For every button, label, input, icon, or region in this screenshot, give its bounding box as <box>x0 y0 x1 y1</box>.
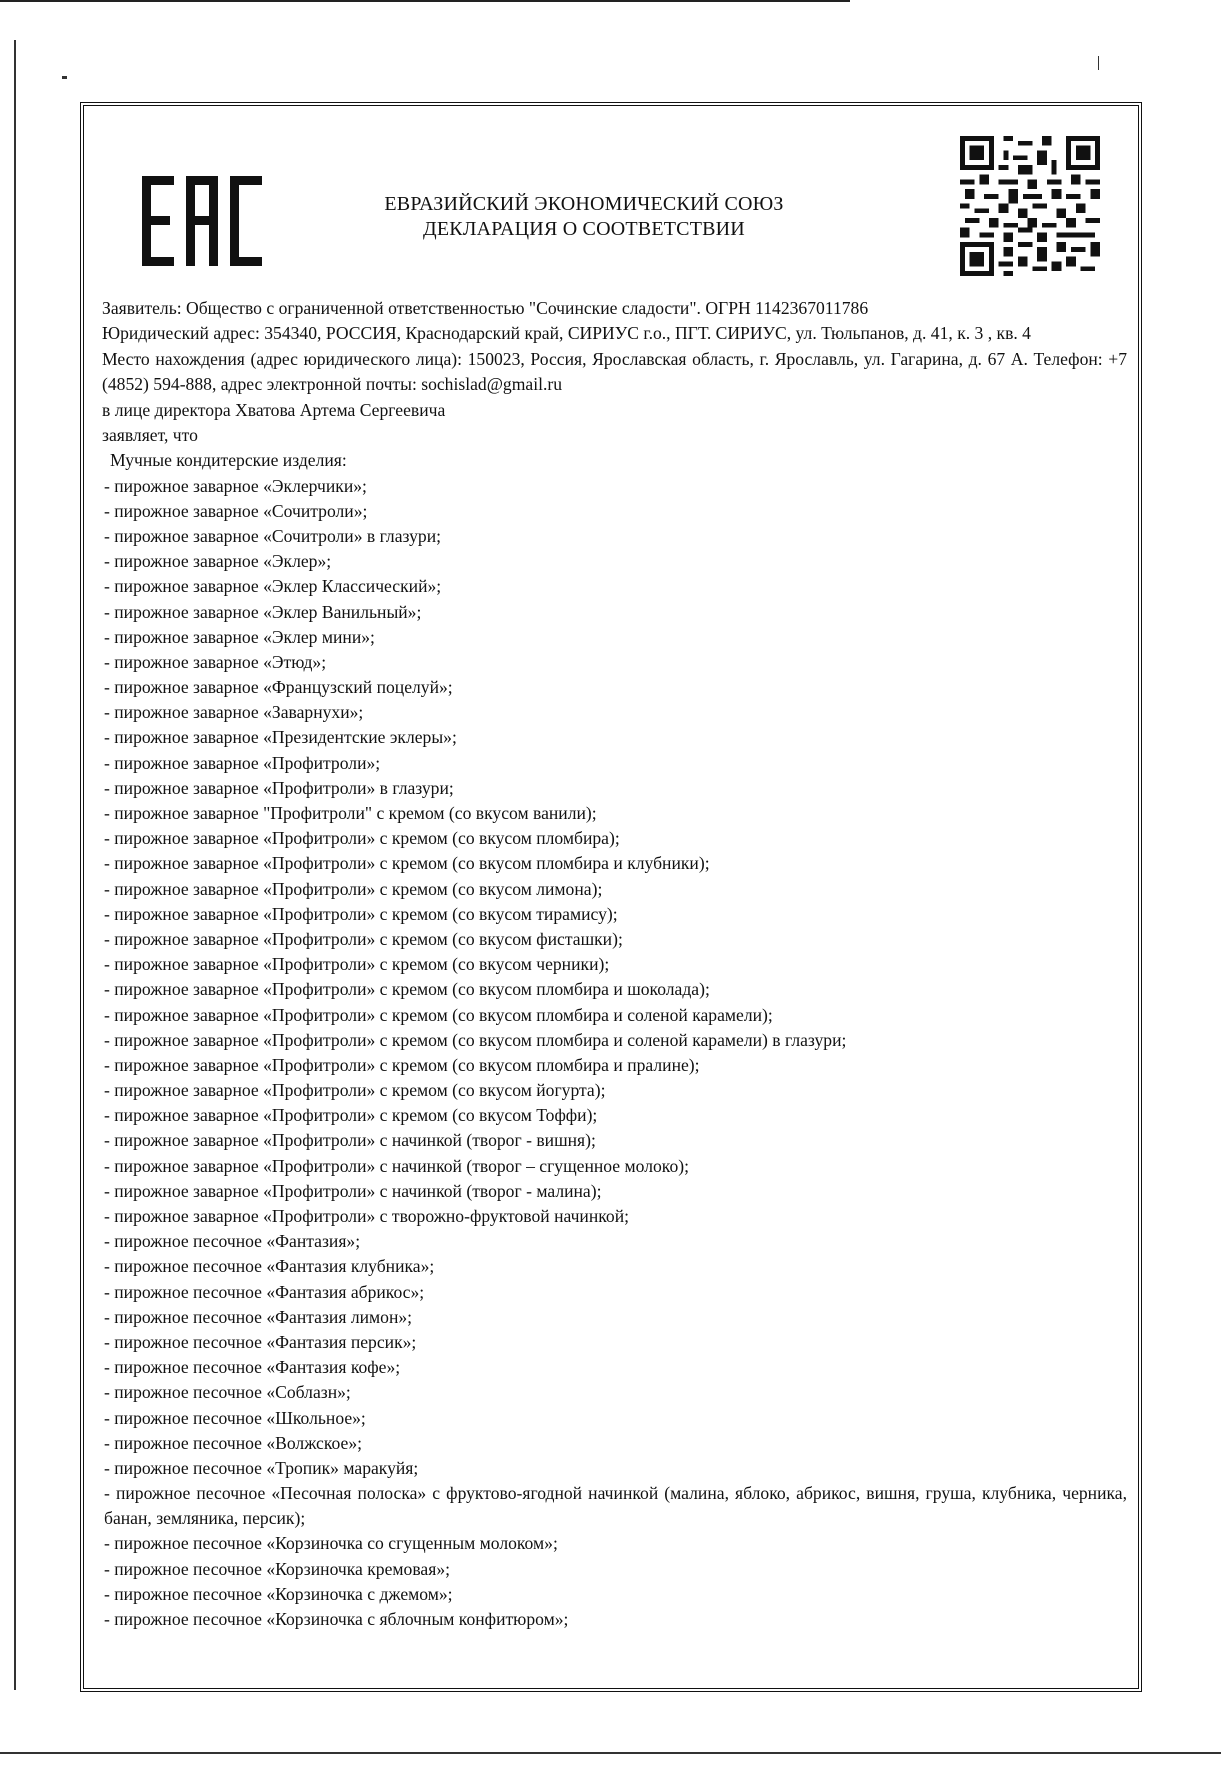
document-header <box>254 192 914 242</box>
product-item: - пирожное песочное «Соблазн»; <box>104 1382 351 1403</box>
scan-edge-top <box>0 0 850 2</box>
product-item: - пирожное песочное «Школьное»; <box>104 1407 366 1428</box>
product-item: - пирожное заварное «Профитроли» с начинкой (творог – сгущенное молоко); <box>104 1155 689 1176</box>
product-item: - пирожное песочное «Корзиночка со сгущенным молоком»; <box>104 1533 558 1554</box>
product-item: - пирожное заварное «Этюд»; <box>104 651 327 672</box>
product-item: - пирожное заварное «Эклерчики»; <box>104 475 367 496</box>
product-item: - пирожное заварное «Президентские эклеры»; <box>104 727 457 748</box>
declaration-body <box>102 296 1127 1632</box>
product-item: - пирожное заварное «Профитроли» с кремом (со вкусом фисташки); <box>104 928 623 949</box>
product-item: - пирожное заварное «Профитроли» с начинкой (творог - малина); <box>104 1180 602 1201</box>
product-item: - пирожное песочное «Фантазия»; <box>104 1231 361 1252</box>
product-item: - пирожное заварное «Профитроли» с кремом (со вкусом черники); <box>104 954 610 975</box>
product-item: - пирожное заварное «Профитроли»; <box>104 752 381 773</box>
product-item: - пирожное песочное «Фантазия клубника»; <box>104 1256 435 1277</box>
product-item: - пирожное заварное «Профитроли» с кремом (со вкусом пломбира и соленой карамели); <box>104 1004 773 1025</box>
product-item: - пирожное песочное «Фантазия персик»; <box>104 1331 417 1352</box>
product-item: - пирожное песочное «Фантазия лимон»; <box>104 1306 413 1327</box>
product-item: - пирожное заварное "Профитроли" с кремом (со вкусом ванили); <box>104 803 597 824</box>
scan-speck <box>1098 56 1099 70</box>
product-item: - пирожное заварное «Профитроли» с кремом (со вкусом пломбира и шоколада); <box>104 979 710 1000</box>
declares-text: заявляет, что <box>102 425 198 445</box>
product-item: - пирожное заварное «Эклер мини»; <box>104 626 375 647</box>
product-item: - пирожное заварное «Французский поцелуй»; <box>104 677 453 698</box>
product-item: - пирожное песочное «Фантазия абрикос»; <box>104 1281 425 1302</box>
represented-by: в лице директора Хватова Артема Сергеевича <box>102 399 446 420</box>
product-item: - пирожное заварное «Эклер Ванильный»; <box>104 601 422 622</box>
product-category: Мучные кондитерские изделия: <box>110 450 347 471</box>
header-title-declaration: ДЕКЛАРАЦИЯ О СООТВЕТСТВИИ <box>423 218 745 240</box>
product-item: - пирожное песочное «Песочная полоска» с фруктово-ягодной начинкой (малина, яблоко, абрикос, вишня, груша, клубника, черника, банан, земляника, персик); <box>104 1483 1127 1529</box>
product-item: - пирожное заварное «Профитроли» с кремом (со вкусом пломбира и пралине); <box>104 1054 700 1075</box>
product-item: - пирожное заварное «Эклер Классический»; <box>104 576 442 597</box>
product-item: - пирожное песочное «Корзиночка с яблочным конфитюром»; <box>104 1609 569 1630</box>
declaration-frame <box>80 102 1142 1692</box>
product-item: - пирожное заварное «Профитроли» с творожно-фруктовой начинкой; <box>104 1206 630 1227</box>
product-item: - пирожное заварное «Профитроли» с начинкой (творог - вишня); <box>104 1130 596 1151</box>
eac-logo-icon <box>142 176 262 266</box>
product-item: - пирожное заварное «Профитроли» с кремом (со вкусом пломбира и клубники); <box>104 853 710 874</box>
header-title-union: ЕВРАЗИЙСКИЙ ЭКОНОМИЧЕСКИЙ СОЮЗ <box>384 193 784 215</box>
product-item: - пирожное заварное «Профитроли» с кремом (со вкусом Тоффи); <box>104 1105 598 1126</box>
applicant-line: Заявитель: Общество с ограниченной ответственностью "Сочинские сладости". ОГРН 1142367011786 <box>102 298 869 318</box>
location-address: Место нахождения (адрес юридического лица): 150023, Россия, Ярославская область, г. Ярославль, ул. Гагарина, д. 67 А. Телефон: +7 (4852) 594-888, адрес электронной почты: sochislad@gmail.ru <box>102 348 1127 395</box>
qr-code-icon <box>960 136 1100 276</box>
legal-address: Юридический адрес: 354340, РОССИЯ, Краснодарский край, СИРИУС г.о., ПГТ. СИРИУС, ул. Тюльпанов, д. 41, к. 3 , кв. 4 <box>102 323 1031 344</box>
product-item: - пирожное заварное «Профитроли» в глазури; <box>104 777 454 798</box>
product-item: - пирожное песочное «Фантазия кофе»; <box>104 1357 401 1378</box>
product-item: - пирожное заварное «Заварнухи»; <box>104 702 364 723</box>
product-item: - пирожное заварное «Профитроли» с кремом (со вкусом лимона); <box>104 878 603 899</box>
product-item: - пирожное заварное «Профитроли» с кремом (со вкусом пломбира); <box>104 828 620 849</box>
product-item: - пирожное заварное «Сочитроли»; <box>104 500 368 521</box>
product-item: - пирожное заварное «Профитроли» с кремом (со вкусом йогурта); <box>104 1080 606 1101</box>
product-item: - пирожное заварное «Сочитроли» в глазури; <box>104 525 441 546</box>
product-item: - пирожное песочное «Тропик» маракуйя; <box>104 1457 419 1478</box>
scan-edge-bottom <box>0 1752 1221 1754</box>
scan-speck <box>62 76 67 79</box>
product-item: - пирожное песочное «Корзиночка кремовая»; <box>104 1558 450 1579</box>
product-item: - пирожное заварное «Профитроли» с кремом (со вкусом тирамису); <box>104 903 618 924</box>
product-list <box>104 448 1127 1632</box>
scan-edge-left <box>14 40 16 1690</box>
product-item: - пирожное заварное «Эклер»; <box>104 551 332 572</box>
product-item: - пирожное заварное «Профитроли» с кремом (со вкусом пломбира и соленой карамели) в глазури; <box>104 1029 847 1050</box>
product-item: - пирожное песочное «Волжское»; <box>104 1432 363 1453</box>
product-item: - пирожное песочное «Корзиночка с джемом»; <box>104 1583 453 1604</box>
